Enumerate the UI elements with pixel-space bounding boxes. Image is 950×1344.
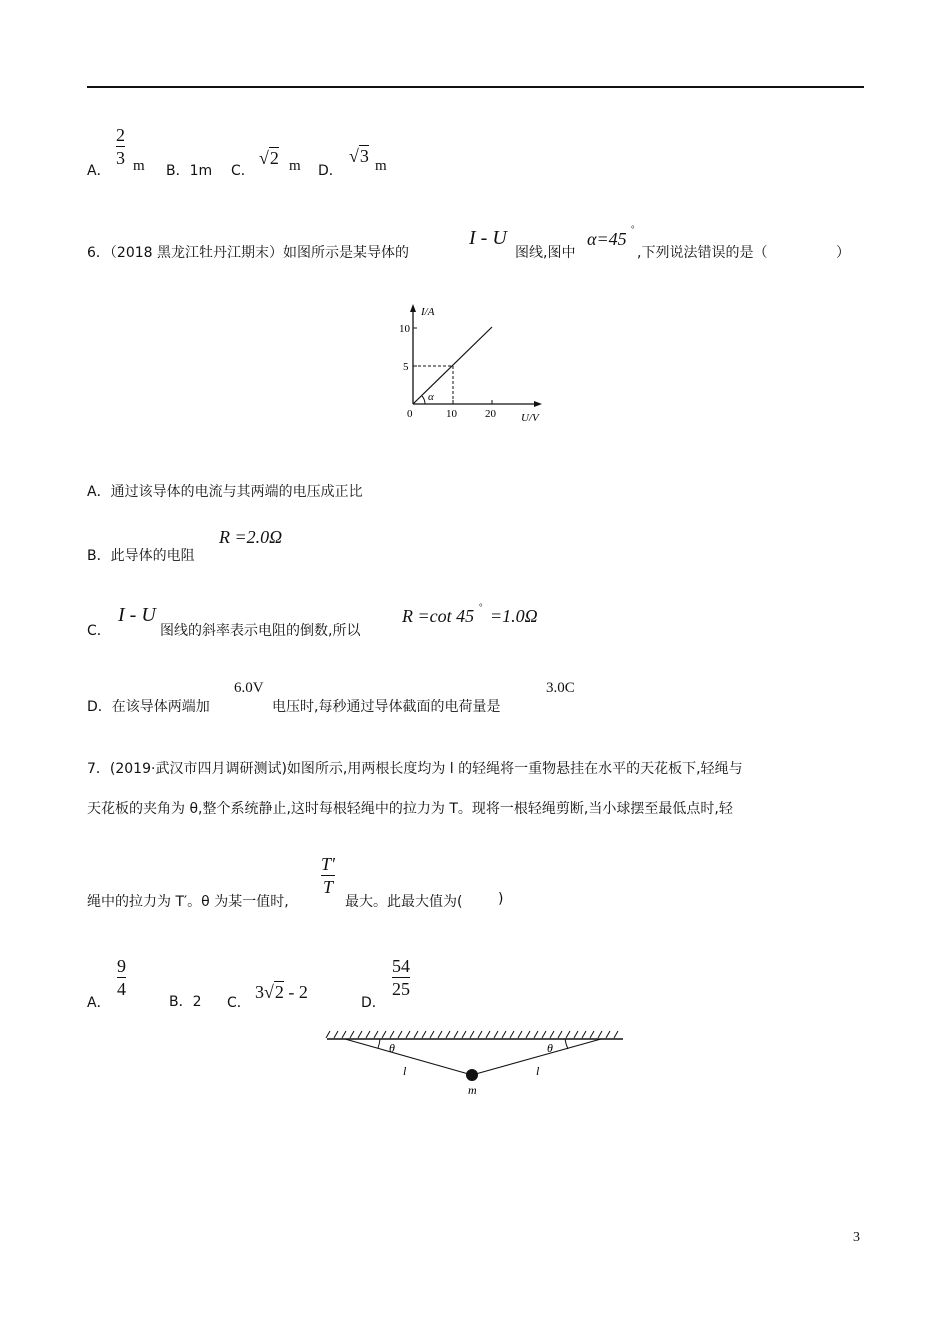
q6-option-c-degree: ° [479,602,483,612]
graph-angle-arc [422,396,425,404]
q7-option-d-fraction [392,956,410,999]
q6-option-d-voltage: 6.0V [234,680,264,696]
graph-y-arrow [410,304,416,312]
q6-option-a: A．通过该导体的电流与其两端的电压成正比 [87,484,363,500]
graph-origin: 0 [407,408,413,420]
q6-option-b-math: R =2.0Ω [219,527,283,547]
q7-option-c-label: C． [227,995,251,1011]
q7-option-c-expr: 3√2 - 2 [255,982,308,1002]
q7-line-2: 天花板的夹角为 θ,整个系统静止,这时每根轻绳中的拉力为 T。现将一根轻绳剪断,当小球摆至最低点时,轻 [87,801,733,817]
q7-figure [325,1030,625,1100]
q7-option-a-label: A． [87,995,111,1011]
q5-a-num: 2 [116,125,125,145]
q5-c-radicand: 2 [269,148,279,168]
theta-right-label: θ [547,1041,553,1055]
q7-d-bar [392,977,410,978]
q6-option-c-text: 图线的斜率表示电阻的倒数,所以 [160,623,361,639]
q6-option-d-b: 电压时,每秒通过导体截面的电荷量是 [272,699,501,715]
q5-option-c-unit: m [289,158,301,174]
q6-option-c-iu: I - U [118,604,156,626]
q6-stem-part-a: 6．（2018 黑龙江牡丹江期末）如图所示是某导体的 [87,245,409,261]
q6-stem-part-c: ,下列说法错误的是（ [637,245,768,261]
q7-c-tail: - 2 [288,982,308,1002]
graph-x-tick-10: 10 [446,408,457,420]
q6-option-c-label: C． [87,623,111,639]
rope-left [345,1039,472,1075]
q6-iu-symbol: I - U [469,227,507,249]
q6-option-c-math-b: =1.0Ω [490,606,538,626]
q7-line-3a: 绳中的拉力为 T′。θ 为某一值时, [87,894,289,910]
graph-y-tick-10: 10 [399,323,410,335]
q7-a-den: 4 [117,979,126,999]
graph-x-label: U/V [521,412,539,424]
graph-x-tick-20: 20 [485,408,496,420]
q7-option-d-label: D． [361,995,386,1011]
q6-option-b: B．此导体的电阻 [87,548,195,564]
q6-alpha-expr: α=45 [587,229,627,249]
q5-option-d-unit: m [375,158,387,174]
q7-d-den: 25 [392,979,410,999]
q7-line-3b: 最大。此最大值为( [345,894,463,910]
theta-arc-left [378,1039,380,1048]
q5-a-den: 3 [116,148,125,168]
length-left-label: l [403,1064,407,1078]
q6-stem-part-b: 图线,图中 [515,245,576,261]
q7-a-num: 9 [117,956,126,976]
q6-option-c-math-a: R =cot 45 [402,606,475,626]
length-right-label: l [536,1064,540,1078]
graph-y-tick-5: 5 [403,361,409,373]
q7-ratio-num: T′ [321,854,335,874]
q7-line-3c: ) [498,891,504,907]
q6-option-d-charge: 3.0C [546,680,575,696]
q7-line-1: 7．(2019·武汉市四月调研测试)如图所示,用两根长度均为 l 的轻绳将一重物悬挂在水平的天花板下,轻绳与 [87,761,743,777]
q5-option-b: B．1m [166,163,213,179]
q5-option-a-unit: m [133,158,145,174]
q7-option-b: B．2 [169,994,202,1010]
page-number: 3 [853,1230,860,1245]
q5-d-radicand: 3 [359,146,369,166]
q5-option-a-label: A． [87,163,111,179]
q7-a-bar [117,977,126,978]
q7-option-a-fraction [117,956,126,999]
q7-d-num: 54 [392,956,410,976]
q7-c-radicand: 2 [274,982,284,1002]
q5-option-c-sqrt: √2 [259,148,279,168]
q5-option-d-label: D． [318,163,343,179]
q5-option-a-fraction [116,125,125,168]
theta-arc-right [565,1039,568,1049]
graph-angle-label: α [428,391,434,403]
q5-option-c-label: C． [231,163,255,179]
q6-option-d-a: D．在该导体两端加 [87,699,210,715]
mass-label: m [468,1083,477,1097]
q6-alpha-degree: ° [631,224,635,234]
graph-y-label: I/A [421,306,435,318]
q6-stem-close: ） [836,245,850,261]
q5-option-d-sqrt: √3 [349,146,369,166]
q7-c-coef: 3 [255,982,264,1002]
q7-ratio-bar [321,875,335,876]
ceiling-hatching [326,1031,618,1038]
q7-ratio-den: T [322,877,333,897]
theta-left-label: θ [389,1041,395,1055]
q5-a-bar [116,146,125,147]
q6-iu-graph [395,300,555,425]
q7-ratio-fraction [321,854,335,897]
graph-x-arrow [534,401,542,407]
mass-ball [466,1069,478,1081]
header-rule [87,86,864,88]
